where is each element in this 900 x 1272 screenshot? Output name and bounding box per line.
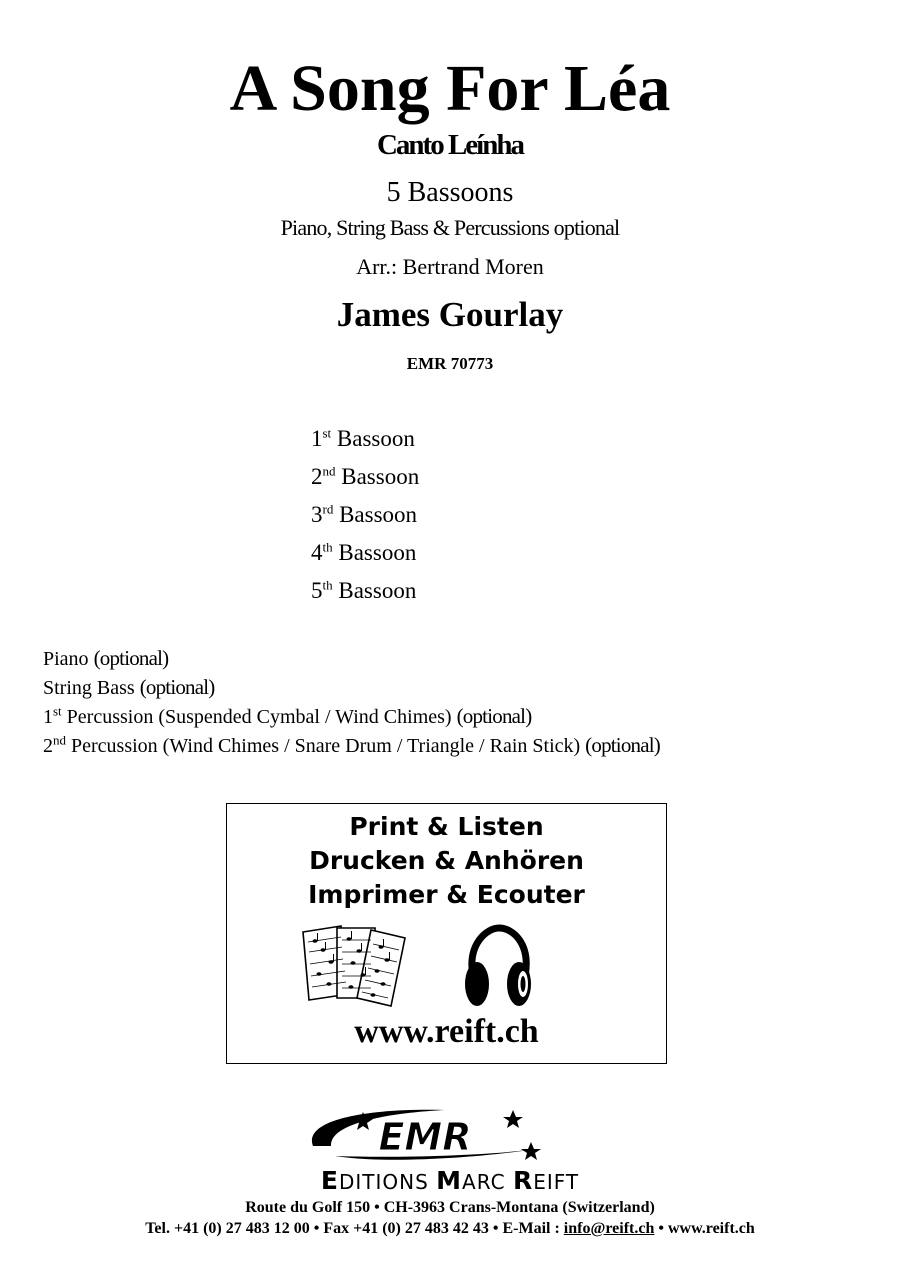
optional-part-item: String Bass (optional)	[43, 675, 215, 699]
publisher-name: EDITIONS MARC REIFT	[320, 1166, 580, 1195]
subtitle: Canto Leínha	[376, 129, 523, 161]
optional-instruments-line: Piano, String Bass & Percussions optional	[280, 215, 620, 240]
contact-phone-fax: Tel. +41 (0) 27 483 12 00 • Fax +41 (0) 27 483 42 43 • E-Mail :	[145, 1220, 564, 1237]
email-link[interactable]: info@reift.ch	[563, 1220, 655, 1237]
part-item: 2nd Bassoon	[311, 463, 420, 489]
optional-parts-list	[43, 644, 660, 760]
optional-part-item: Piano (optional)	[43, 646, 169, 670]
svg-text:EMR: EMR	[378, 1115, 472, 1159]
part-item: 4th Bassoon	[311, 539, 417, 565]
part-item: 5th Bassoon	[311, 577, 417, 603]
sheet-music-icon	[299, 922, 411, 1008]
promo-line-french: Imprimer & Ecouter	[308, 880, 585, 909]
contact-website[interactable]: • www.reift.ch	[654, 1220, 755, 1237]
catalog-number: EMR 70773	[406, 354, 494, 373]
publisher-contact	[0, 1219, 900, 1239]
part-item: 3rd Bassoon	[311, 501, 418, 527]
optional-part-item: 2nd Percussion (Wind Chimes / Snare Drum / Triangle / Rain Stick) (optional)	[43, 732, 660, 757]
page-title: A Song For Léa	[229, 52, 671, 125]
part-item: 1st Bassoon	[311, 425, 415, 451]
headphones-icon	[463, 924, 533, 1010]
publisher-address: Route du Golf 150 • CH-3963 Crans-Montana (Switzerland)	[245, 1199, 655, 1216]
scoring: 5 Bassoons	[386, 177, 514, 208]
emr-logo	[305, 1106, 545, 1166]
arranger: Arr.: Bertrand Moren	[356, 254, 544, 279]
optional-part-item: 1st Percussion (Suspended Cymbal / Wind Chimes) (optional)	[43, 703, 532, 728]
print-listen-promo-box	[226, 803, 667, 1064]
promo-line-german: Drucken & Anhören	[309, 846, 584, 875]
promo-url[interactable]: www.reift.ch	[354, 1013, 539, 1050]
composer: James Gourlay	[336, 295, 564, 334]
promo-line-english: Print & Listen	[349, 812, 544, 841]
parts-list	[311, 420, 419, 610]
